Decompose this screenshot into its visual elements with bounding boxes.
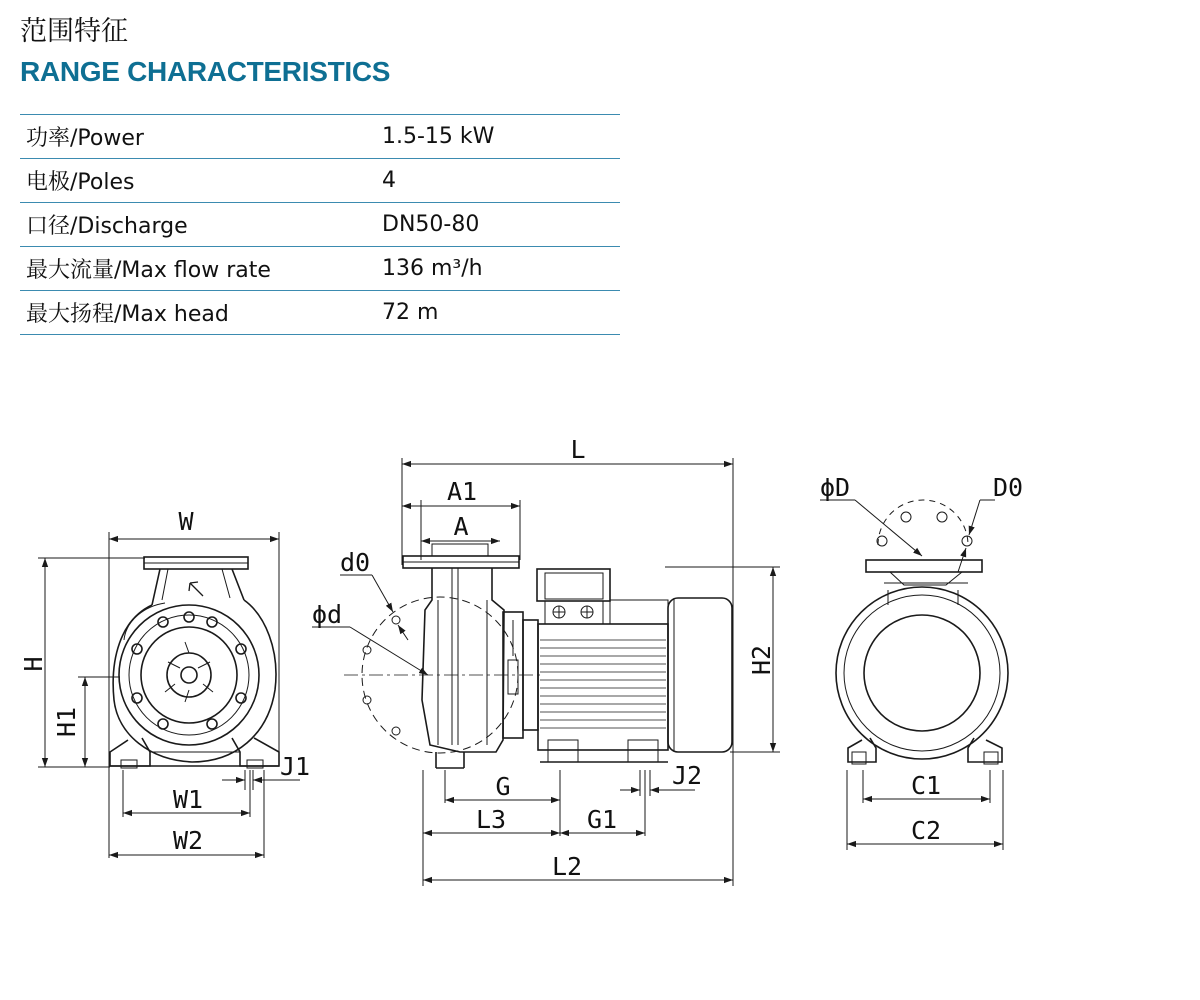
spec-value: 72 m [382, 291, 620, 335]
spec-value: 1.5-15 kW [382, 115, 620, 159]
dim-label-w2: W2 [172, 826, 204, 855]
dim-label-a: A [453, 512, 469, 541]
dim-label-c1: C1 [910, 771, 942, 800]
dim-label-g1: G1 [586, 805, 618, 834]
dim-label-g: G [495, 772, 511, 801]
spec-value: DN50-80 [382, 203, 620, 247]
dim-label-d0-outer: D0 [993, 473, 1024, 502]
pump-side-view [344, 458, 780, 886]
dim-label-l: L [570, 435, 586, 464]
dim-label-phi-d-outer: ϕD [820, 473, 851, 502]
dim-label-phi-d: ϕd [312, 600, 343, 629]
section-title-english: RANGE CHARACTERISTICS [20, 56, 391, 87]
pump-front-view [38, 532, 279, 858]
spec-label: 功率/Power [20, 115, 382, 159]
dim-label-c2: C2 [910, 816, 942, 845]
dim-label-h: H [19, 656, 48, 672]
dim-label-h1: H1 [52, 706, 81, 738]
dim-label-w1: W1 [172, 785, 204, 814]
spec-label: 口径/Discharge [20, 203, 382, 247]
dim-label-l2: L2 [551, 852, 583, 881]
dim-label-a1: A1 [446, 477, 478, 506]
dim-label-w: W [178, 507, 194, 536]
spec-label: 最大流量/Max flow rate [20, 247, 382, 291]
spec-label: 最大扬程/Max head [20, 291, 382, 335]
spec-value: 4 [382, 159, 620, 203]
spec-label: 电极/Poles [20, 159, 382, 203]
dim-label-j2: J2 [672, 761, 703, 790]
spec-value: 136 m³/h [382, 247, 620, 291]
dim-label-j1: J1 [280, 752, 311, 781]
dim-label-l3: L3 [475, 805, 507, 834]
dim-label-h2: H2 [747, 644, 776, 676]
dim-label-d0: d0 [340, 548, 371, 577]
section-title-chinese: 范围特征 [20, 16, 128, 47]
